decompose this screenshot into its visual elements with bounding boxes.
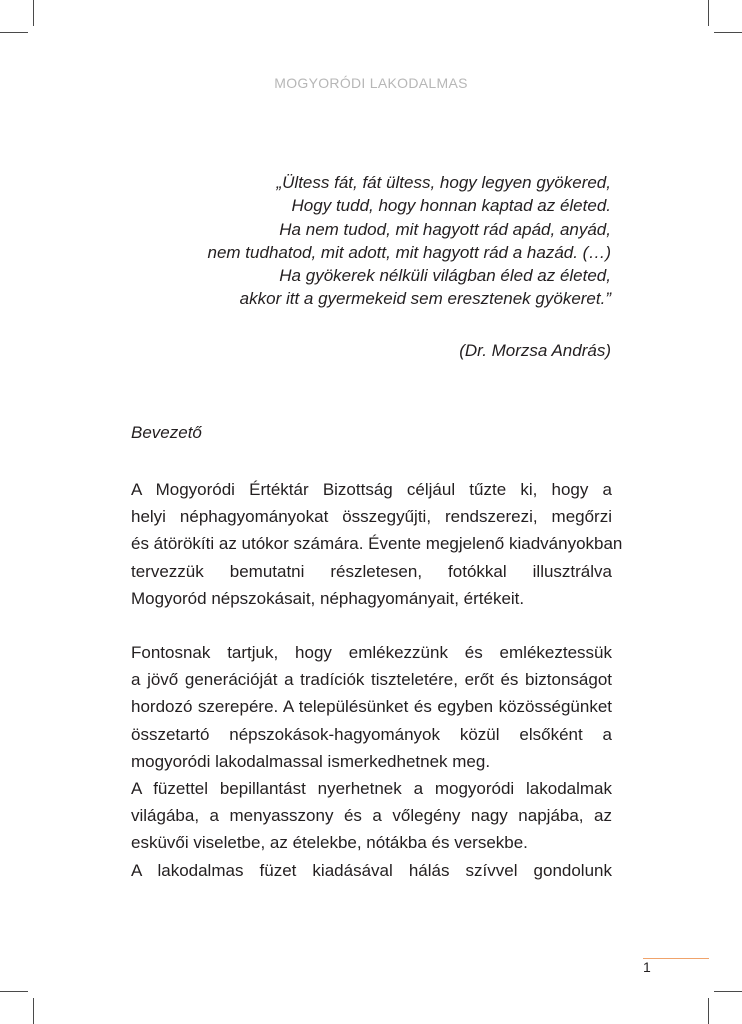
- page-number: 1: [643, 959, 651, 975]
- crop-mark-bottom-left-h: [0, 991, 28, 992]
- text-line: A füzettel bepillantást nyerhetnek a mogyoródi lakodalmak: [131, 778, 612, 798]
- crop-mark-bottom-right-h: [714, 991, 742, 992]
- paragraph-1: [131, 476, 623, 612]
- paragraph-2: [131, 639, 612, 884]
- running-head: MOGYORÓDI LAKODALMAS: [274, 75, 468, 91]
- text-line: mogyoródi lakodalmassal ismerkedhetnek meg.: [131, 751, 491, 771]
- text-line: összetartó népszokások-hagyományok közül elsőként a: [131, 724, 612, 744]
- quote-line: akkor itt a gyermekeid sem eresztenek gyökeret.”: [239, 289, 611, 309]
- text-line: A lakodalmas füzet kiadásával hálás szívvel gondolunk: [131, 860, 612, 880]
- text-line: esküvői viseletbe, az ételekbe, nótákba és versekbe.: [131, 833, 528, 853]
- crop-mark-top-right-v: [708, 0, 709, 26]
- text-line: A Mogyoródi Értéktár Bizottság céljául tűzte ki, hogy a: [131, 480, 612, 499]
- text-line: világába, a menyasszony és a vőlegény nagy napjába, az: [131, 806, 612, 826]
- crop-mark-bottom-right-v: [708, 998, 709, 1024]
- quote-line: Ha gyökerek nélküli világban éled az életed,: [279, 266, 611, 286]
- epigraph-quote: [131, 171, 611, 311]
- text-line: tervezzük bemutatni részletesen, fotókkal illusztrálva: [131, 561, 612, 581]
- text-line: helyi néphagyományokat összegyűjti, rendszerezi, megőrzi: [131, 507, 612, 527]
- crop-mark-top-right-h: [714, 32, 742, 33]
- quote-attribution: (Dr. Morzsa András): [459, 341, 611, 360]
- quote-line: Hogy tudd, hogy honnan kaptad az életed.: [291, 196, 611, 216]
- crop-mark-top-left-v: [33, 0, 34, 26]
- text-line: hordozó szerepére. A településünket és egyben közösségünket: [131, 697, 612, 717]
- section-title: Bevezető: [131, 423, 202, 442]
- text-line: a jövő generációját a tradíciók tiszteletére, erőt és biztonságot: [131, 670, 612, 690]
- text-line: Mogyoród népszokásait, néphagyományait, értékeit.: [131, 588, 525, 608]
- footer-rule: [643, 958, 709, 959]
- quote-line: nem tudhatod, mit adott, mit hagyott rád a hazád. (…): [207, 242, 611, 262]
- crop-mark-bottom-left-v: [33, 998, 34, 1024]
- quote-line: „Ültess fát, fát ültess, hogy legyen gyökered,: [276, 173, 611, 192]
- text-line: Fontosnak tartjuk, hogy emlékezzünk és emlékeztessük: [131, 643, 612, 662]
- crop-mark-top-left-h: [0, 32, 28, 33]
- quote-line: Ha nem tudod, mit hagyott rád apád, anyád,: [279, 219, 611, 239]
- text-line: és átörökíti az utókor számára. Évente megjelenő kiadványokban: [131, 534, 623, 554]
